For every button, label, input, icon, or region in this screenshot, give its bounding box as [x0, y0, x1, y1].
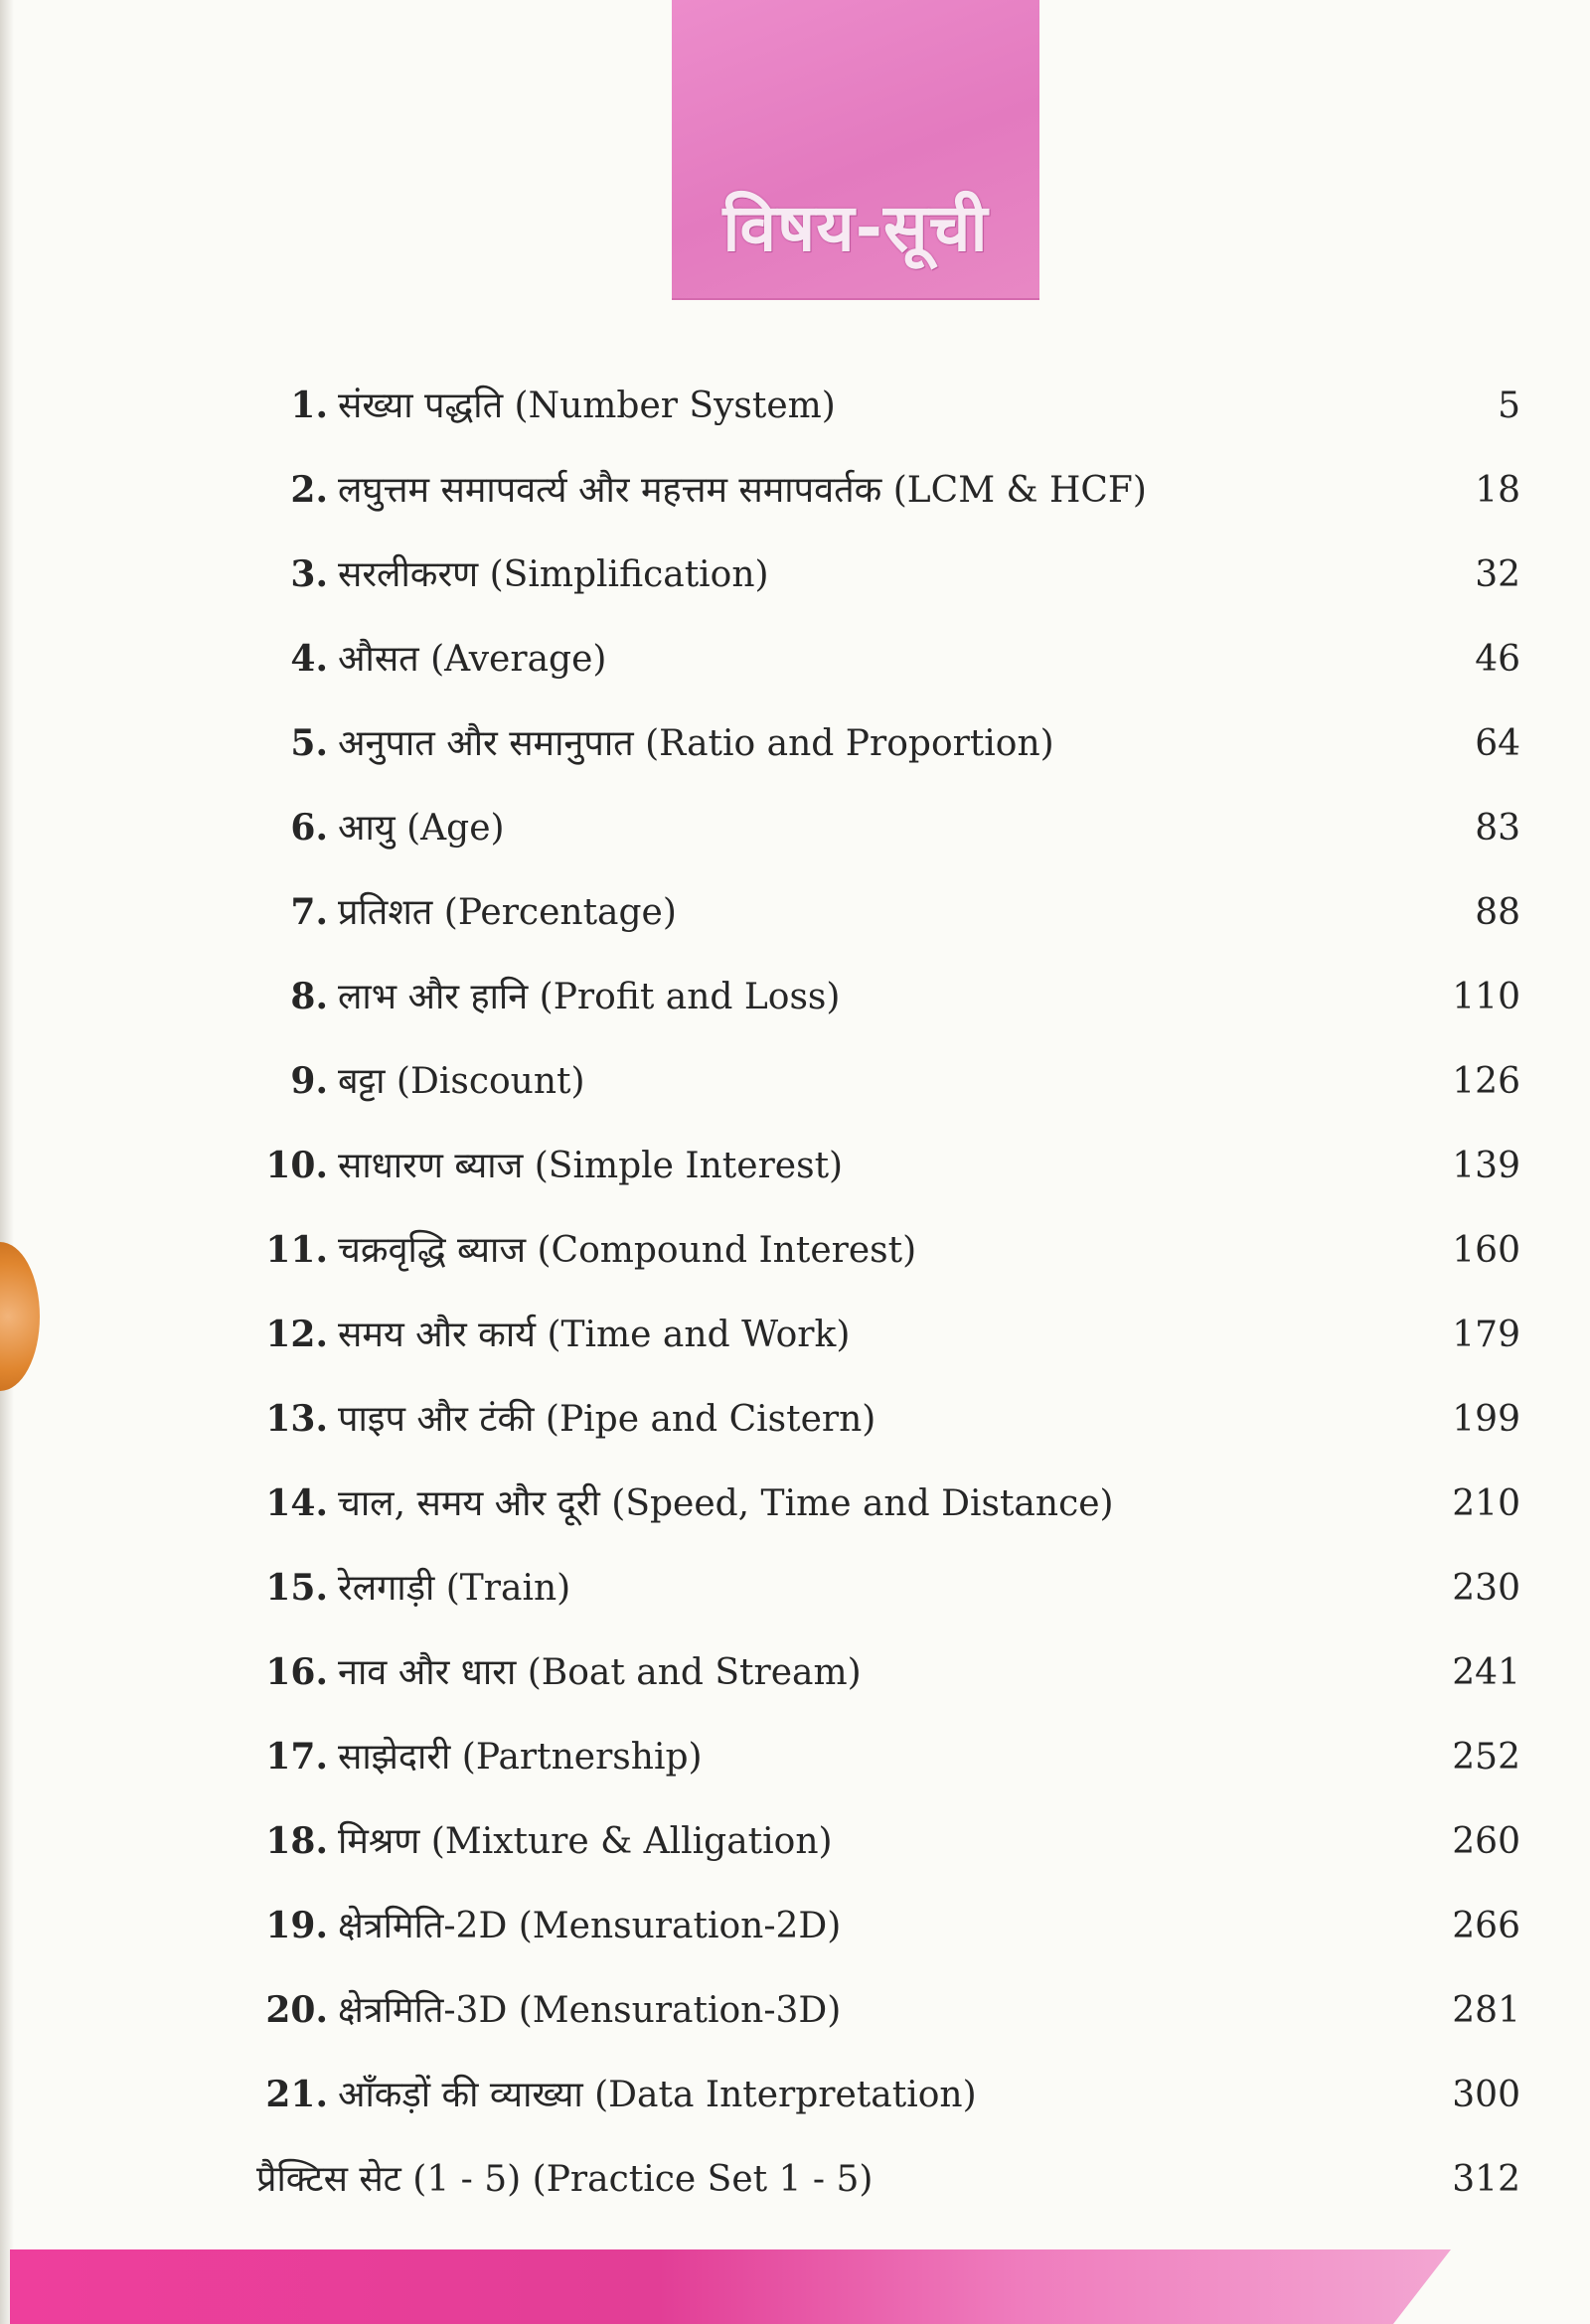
toc-entry — [149, 1462, 1520, 1546]
toc-entry — [149, 1546, 1520, 1630]
toc-entry-page: 64 — [1475, 723, 1520, 764]
toc-entry — [149, 533, 1520, 617]
toc-entry-label: चक्रवृद्धि ब्याज (Compound Interest) — [338, 1230, 917, 1271]
toc-entry — [149, 955, 1520, 1039]
toc-entry-number: 18. — [265, 1820, 328, 1862]
toc-entry-label: औसत (Average) — [338, 639, 607, 680]
toc-entry-label: पाइप और टंकी (Pipe and Cistern) — [338, 1399, 876, 1440]
toc-entry-page: 126 — [1452, 1061, 1520, 1102]
toc-entry-label: संख्या पद्धति (Number System) — [338, 386, 836, 426]
toc-entry-page: 266 — [1452, 1906, 1520, 1946]
toc-entry-number: 16. — [265, 1651, 328, 1693]
toc-entry-number: 9. — [290, 1060, 328, 1102]
toc-entry-number: 14. — [265, 1482, 328, 1524]
toc-entry — [149, 1799, 1520, 1884]
toc-entry-page: 210 — [1452, 1483, 1520, 1524]
toc-practice-page: 312 — [1452, 2159, 1520, 2200]
toc-entry-page: 230 — [1452, 1568, 1520, 1609]
toc-practice-label: प्रैक्टिस सेट (1 - 5) (Practice Set 1 - 5) — [256, 2159, 874, 2200]
page-title: विषय-सूची — [722, 190, 989, 266]
toc-entry — [149, 364, 1520, 448]
toc-entry — [149, 1293, 1520, 1377]
toc-entry — [149, 1124, 1520, 1208]
toc-entry-label: नाव और धारा (Boat and Stream) — [338, 1652, 862, 1693]
toc-entry — [149, 1377, 1520, 1462]
toc-entry-page: 88 — [1475, 892, 1520, 933]
page-left-edge — [0, 0, 14, 2324]
toc-entry-page: 179 — [1452, 1315, 1520, 1355]
toc-entry-number: 20. — [265, 1989, 328, 2031]
title-box — [672, 0, 1039, 300]
toc-entry-page: 5 — [1498, 386, 1520, 426]
toc-entry — [149, 448, 1520, 533]
toc-entry-page: 18 — [1475, 470, 1520, 511]
toc-entry-label: बट्टा (Discount) — [338, 1061, 585, 1102]
toc-entry-label: सरलीकरण (Simplification) — [338, 554, 769, 595]
toc-entry-label: साधारण ब्याज (Simple Interest) — [338, 1146, 844, 1186]
toc-entry-number: 7. — [290, 891, 328, 933]
toc-entry-label: चाल, समय और दूरी (Speed, Time and Distance) — [338, 1483, 1114, 1524]
toc-entry-number: 19. — [265, 1905, 328, 1946]
toc-entry-number: 10. — [265, 1145, 328, 1186]
toc-entry — [149, 1630, 1520, 1715]
toc-entry-number: 2. — [290, 469, 328, 511]
toc-entry — [149, 1715, 1520, 1799]
toc-entry-page: 281 — [1452, 1990, 1520, 2031]
toc-entry-label: क्षेत्रमिति-3D (Mensuration-3D) — [338, 1990, 842, 2031]
toc-entry-page: 32 — [1475, 554, 1520, 595]
toc-entry — [149, 1039, 1520, 1124]
toc-entry-number: 17. — [265, 1736, 328, 1778]
toc-entry-label: समय और कार्य (Time and Work) — [338, 1315, 851, 1355]
toc-entry-number: 6. — [290, 807, 328, 849]
toc-entry-number: 4. — [290, 638, 328, 680]
toc-entry-page: 199 — [1452, 1399, 1520, 1440]
toc-entry — [149, 701, 1520, 786]
toc-entry-label: साझेदारी (Partnership) — [338, 1737, 703, 1778]
toc-entry-page: 241 — [1452, 1652, 1520, 1693]
toc-entry-label: आँकड़ों की व्याख्या (Data Interpretation) — [338, 2075, 977, 2115]
toc-entry-label: आयु (Age) — [338, 808, 505, 849]
toc-entry-number: 1. — [290, 385, 328, 426]
toc-entry-number: 13. — [265, 1398, 328, 1440]
toc-entry-number: 8. — [290, 976, 328, 1017]
toc-entry-label: अनुपात और समानुपात (Ratio and Proportion) — [338, 723, 1054, 764]
toc-entry-number: 15. — [265, 1567, 328, 1609]
toc-entry-page: 300 — [1452, 2075, 1520, 2115]
toc-entry — [149, 786, 1520, 870]
toc-entry — [149, 617, 1520, 701]
toc-entry-number: 5. — [290, 722, 328, 764]
toc-practice-entry — [149, 2137, 1520, 2222]
toc-entry — [149, 1208, 1520, 1293]
toc-entry-label: प्रतिशत (Percentage) — [338, 892, 677, 933]
toc-entry-label: मिश्रण (Mixture & Alligation) — [338, 1821, 833, 1862]
toc-entry-page: 260 — [1452, 1821, 1520, 1862]
toc-entry-label: रेलगाड़ी (Train) — [338, 1568, 571, 1609]
toc-entry — [149, 870, 1520, 955]
toc-entry — [149, 1884, 1520, 1968]
toc-entry-number: 11. — [265, 1229, 328, 1271]
toc-entry-number: 21. — [265, 2074, 328, 2115]
toc-entry-page: 83 — [1475, 808, 1520, 849]
table-of-contents — [149, 364, 1520, 2222]
toc-entry-page: 160 — [1452, 1230, 1520, 1271]
toc-entry-page: 139 — [1452, 1146, 1520, 1186]
toc-entry-number: 12. — [265, 1314, 328, 1355]
toc-entry-label: लाभ और हानि (Profit and Loss) — [338, 977, 841, 1017]
bookmark-tab — [0, 1242, 40, 1391]
toc-entry-page: 252 — [1452, 1737, 1520, 1778]
toc-entry — [149, 1968, 1520, 2053]
toc-entry-page: 46 — [1475, 639, 1520, 680]
bottom-decorative-band — [10, 2249, 1451, 2324]
toc-entry — [149, 2053, 1520, 2137]
toc-entry-label: क्षेत्रमिति-2D (Mensuration-2D) — [338, 1906, 842, 1946]
toc-entry-page: 110 — [1452, 977, 1520, 1017]
toc-entry-label: लघुत्तम समापवर्त्य और महत्तम समापवर्तक (LCM & HCF) — [338, 470, 1147, 511]
toc-entry-number: 3. — [290, 553, 328, 595]
